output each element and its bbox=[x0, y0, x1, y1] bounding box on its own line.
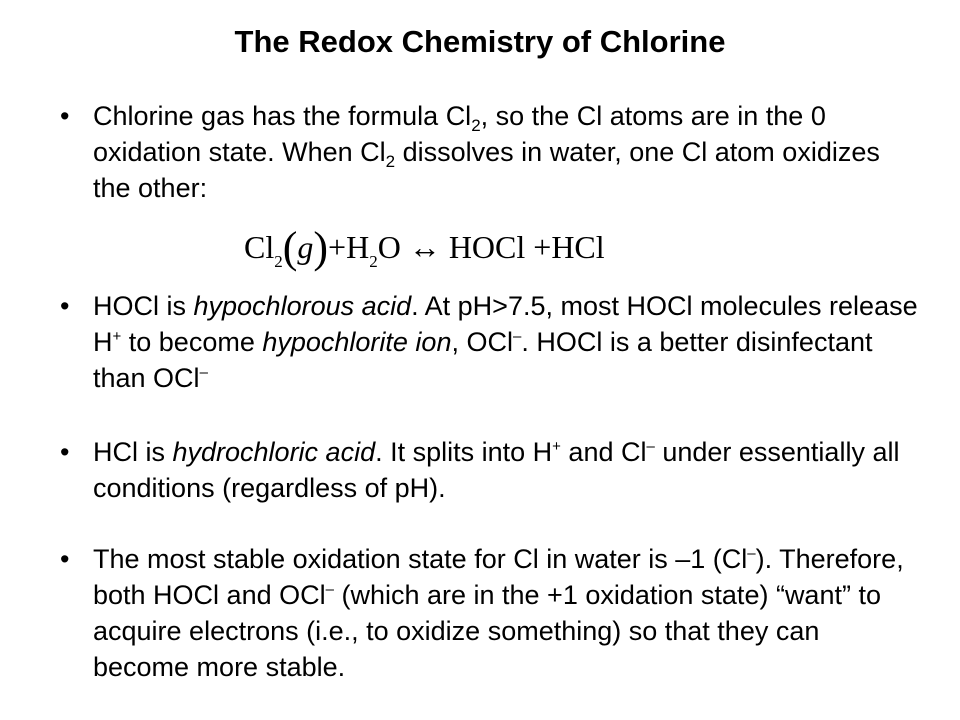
bullet-hocl bbox=[60, 288, 920, 396]
bullet-text: The most stable oxidation state for Cl in water is –1 (Cl–). Therefore, both HOCl and OCl– (which are in the +1 oxidation state) “want” to acquire electrons (i.e., to oxidize something) so that they can become more stable. bbox=[93, 544, 904, 682]
bullet-hcl bbox=[60, 434, 920, 506]
bullet-marker: • bbox=[60, 437, 70, 467]
equilibrium-arrow: ↔ bbox=[408, 229, 441, 265]
chlorine-hydrolysis-equation: $Cl_2(g)+H_2O$ ↔ HOCl +HCl bbox=[244, 223, 605, 272]
bullet-marker: • bbox=[60, 101, 70, 131]
slide-title: The Redox Chemistry of Chlorine bbox=[234, 24, 726, 59]
bullet-stable-state bbox=[60, 541, 920, 685]
bullet-marker: • bbox=[60, 544, 70, 574]
bullet-text: HOCl is hypochlorous acid. At pH>7.5, most HOCl molecules release H+ to become hypochlorite ion, OCl–. HOCl is a better disinfectant than OCl– bbox=[93, 291, 918, 393]
bullet-text: Chlorine gas has the formula $Cl_2$, so the Cl atoms are in the 0 oxidation state. When $Cl_2$ dissolves in water, one Cl atom oxidizes the other: bbox=[93, 101, 880, 203]
bullet-marker: • bbox=[60, 291, 70, 321]
bullet-text: HCl is hydrochloric acid. It splits into H+ and Cl– under essentially all conditions (regardless of pH). bbox=[93, 437, 900, 503]
bullet-cl2-formula bbox=[60, 98, 920, 206]
